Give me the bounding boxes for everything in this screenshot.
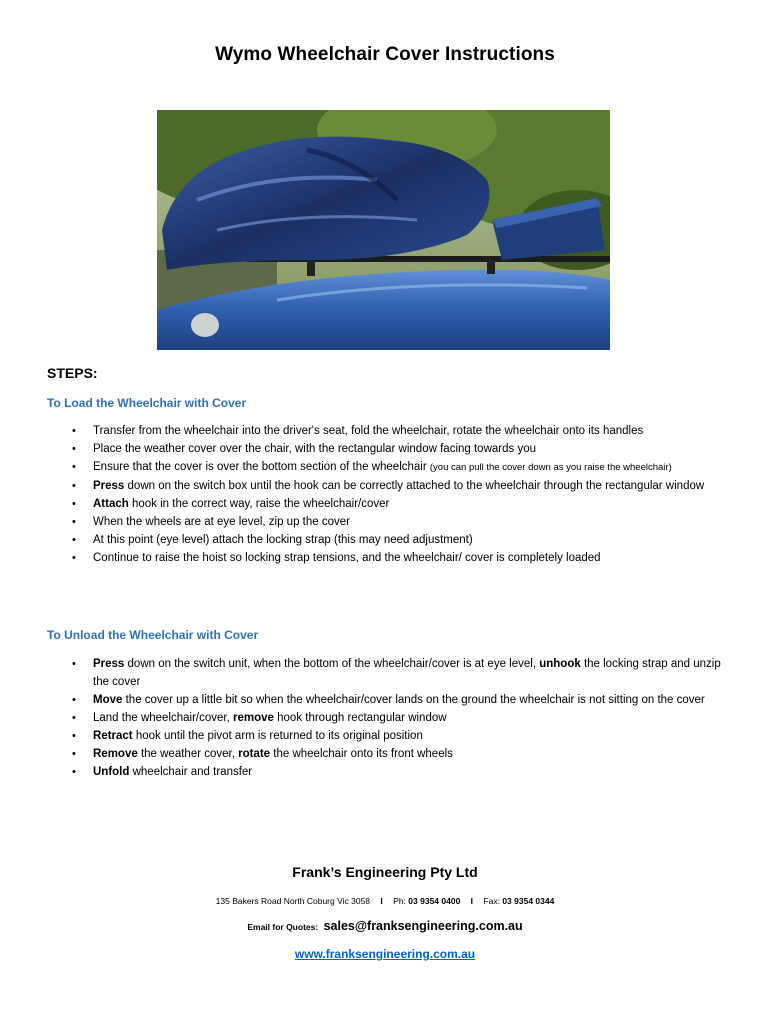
list-item: • Place the weather cover over the chair, with the rectangular window facing towards you (47, 440, 737, 458)
contact-address-line (0, 896, 770, 906)
list-item: • Press down on the switch unit, when the bottom of the wheelchair/cover is at eye level, unhook the locking strap and unzip the cover (47, 655, 737, 691)
bullet-icon: • (72, 748, 76, 760)
list-item: • When the wheels are at eye level, zip up the cover (47, 513, 737, 531)
bullet-icon: • (72, 766, 76, 778)
bullet-icon: • (72, 443, 76, 455)
list-item: • Ensure that the cover is over the bottom section of the wheelchair (you can pull the cover down as you raise the wheelchair) (47, 458, 737, 477)
page-title: Wymo Wheelchair Cover Instructions (215, 44, 555, 65)
unload-heading: To Unload the Wheelchair with Cover (47, 628, 259, 642)
fax-label: Fax: (483, 896, 500, 906)
list-item: • Press down on the switch box until the hook can be correctly attached to the wheelchair through the rectangular window (47, 477, 737, 495)
bullet-icon: • (72, 658, 76, 670)
address-text: 135 Bakers Road North Coburg Vic 3058 (215, 896, 371, 906)
bullet-icon: • (72, 516, 76, 528)
separator: I (470, 896, 474, 906)
bullet-icon: • (72, 552, 76, 564)
bullet-icon: • (72, 712, 76, 724)
list-item: • At this point (eye level) attach the locking strap (this may need adjustment) (47, 531, 737, 549)
unload-steps-list (47, 655, 737, 781)
phone-label: Ph: (393, 896, 406, 906)
wheelchair-cover-photo (157, 110, 610, 350)
list-item: • Attach hook in the correct way, raise the wheelchair/cover (47, 495, 737, 513)
list-item: • Remove the weather cover, rotate the wheelchair onto its front wheels (47, 745, 737, 763)
list-item: • Transfer from the wheelchair into the driver's seat, fold the wheelchair, rotate the wheelchair onto its handles (47, 422, 737, 440)
bullet-icon: • (72, 425, 76, 437)
note-text: (you can pull the cover down as you raise the wheelchair) (429, 462, 672, 473)
separator: I (380, 896, 383, 906)
list-item: • Move the cover up a little bit so when the wheelchair/cover lands on the ground the wheelchair is not sitting on the cover (47, 691, 737, 709)
load-heading: To Load the Wheelchair with Cover (47, 396, 247, 410)
bullet-icon: • (72, 480, 76, 492)
bullet-icon: • (72, 694, 76, 706)
bullet-icon: • (72, 534, 76, 546)
list-item: • Continue to raise the hoist so locking strap tensions, and the wheelchair/ cover is completely loaded (47, 549, 737, 567)
company-name: Frank’s Engineering Pty Ltd (292, 864, 478, 880)
load-steps-list (47, 422, 737, 567)
list-item: • Unfold wheelchair and transfer (47, 763, 737, 781)
steps-heading: STEPS: (47, 365, 98, 381)
email-label: Email for Quotes: (247, 922, 319, 932)
list-item: • Land the wheelchair/cover, remove hook through rectangular window (47, 709, 737, 727)
bullet-icon: • (72, 730, 76, 742)
fax-number: 03 9354 0344 (502, 896, 555, 906)
list-item: • Retract hook until the pivot arm is returned to its original position (47, 727, 737, 745)
bullet-icon: • (72, 461, 76, 473)
email-line (0, 919, 770, 933)
bullet-icon: • (72, 498, 76, 510)
phone-number: 03 9354 0400 (408, 896, 461, 906)
email-address[interactable]: sales@franksengineering.com.au (323, 919, 523, 933)
website-link[interactable]: www.franksengineering.com.au (294, 947, 476, 961)
